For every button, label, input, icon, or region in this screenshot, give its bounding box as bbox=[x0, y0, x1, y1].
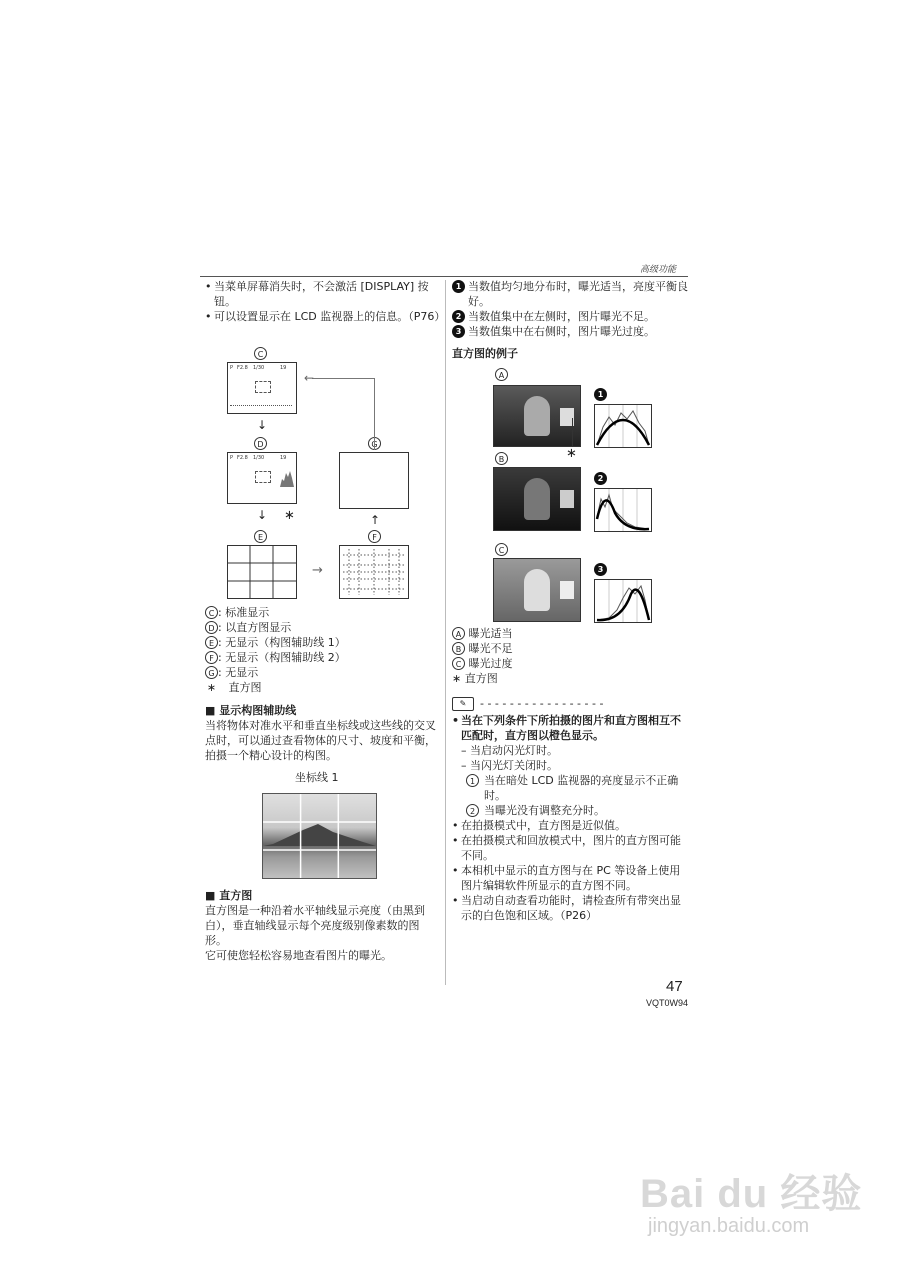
connector-line bbox=[374, 378, 375, 450]
legend-item: B 曝光不足 bbox=[452, 641, 688, 656]
note-item: • 当启动自动查看功能时，请检查所有带突出显示的白色饱和区域。（P26） bbox=[452, 893, 688, 923]
note-icon: ✎ bbox=[452, 697, 474, 711]
asterisk-marker: ∗ bbox=[284, 508, 295, 523]
note-item: • 在拍摄模式中，直方图是近似值。 bbox=[452, 818, 688, 833]
num-badge: 1 bbox=[452, 280, 465, 293]
portrait-figure bbox=[524, 396, 550, 436]
histogram-correct-icon bbox=[594, 404, 652, 448]
photo-grid-overlay bbox=[263, 794, 376, 878]
section-guide-lines bbox=[205, 703, 437, 763]
square-bullet-icon: ■ bbox=[205, 704, 220, 717]
asterisk-marker: ∗ bbox=[566, 446, 577, 461]
bullet-item: • 可以设置显示在 LCD 监视器上的信息。（P76） bbox=[205, 309, 440, 324]
arrow-left-icon: ← bbox=[304, 371, 315, 385]
figure-caption: 坐标线 1 bbox=[295, 771, 339, 784]
screen-none bbox=[339, 452, 409, 509]
num-badge: 1 bbox=[594, 388, 607, 401]
legend-item: G : 无显示 bbox=[205, 665, 440, 680]
display-diagram bbox=[205, 345, 440, 605]
lcd-count: 19 bbox=[280, 455, 287, 461]
example-photo-correct bbox=[493, 385, 581, 447]
page-number: 47 bbox=[666, 978, 683, 995]
mini-histogram-icon bbox=[280, 469, 294, 487]
guide-grid-2-icon bbox=[339, 545, 409, 599]
label-a: A bbox=[495, 368, 508, 381]
label-c-example: C bbox=[495, 543, 508, 556]
header-rule bbox=[200, 276, 688, 277]
section-title: ■ 显示构图辅助线 bbox=[205, 704, 297, 717]
numbered-list: 1 当数值均匀地分布时，曝光适当，亮度平衡良好。 2 当数值集中在左侧时，图片曝光不足。 3 当数值集中在右侧时，图片曝光过度。 bbox=[452, 279, 688, 339]
legend-item: A 曝光适当 bbox=[452, 626, 688, 641]
arrow-down-icon: ↓ bbox=[257, 508, 268, 522]
label-d: D bbox=[254, 437, 267, 450]
dash-item: – 当闪光灯关闭时。 bbox=[461, 759, 558, 772]
lcd-count: 19 bbox=[280, 365, 287, 371]
manual-code: VQT0W94 bbox=[646, 998, 689, 1008]
legend-item: C : 标准显示 bbox=[205, 605, 440, 620]
num-badge: 2 bbox=[594, 472, 607, 485]
histogram-under-icon bbox=[594, 488, 652, 532]
grid-sample-photo bbox=[262, 793, 377, 879]
arrow-up-icon: ↑ bbox=[370, 513, 381, 527]
column-divider bbox=[445, 280, 446, 985]
lcd-status-row bbox=[230, 405, 292, 409]
section-body: 它可使您轻松容易地查看图片的曝光。 bbox=[205, 949, 392, 962]
legend-item: D : 以直方图显示 bbox=[205, 620, 440, 635]
legend-item: E : 无显示（构图辅助线 1） bbox=[205, 635, 440, 650]
screen-histogram bbox=[227, 452, 297, 504]
note-divider: - - - - - - - - - - - - - - - - - bbox=[480, 697, 604, 710]
label-f: F bbox=[368, 530, 381, 543]
bullet-item: • 当菜单屏幕消失时，不会激活 [DISPLAY] 按钮。 bbox=[205, 279, 440, 309]
connector-line bbox=[312, 378, 374, 379]
label-b: B bbox=[495, 452, 508, 465]
label-g: G bbox=[368, 437, 381, 450]
lcd-shutter: 1/30 bbox=[253, 455, 265, 461]
af-frame bbox=[255, 381, 271, 393]
num-badge: 3 bbox=[594, 563, 607, 576]
portrait-figure bbox=[524, 478, 550, 520]
label-c: C bbox=[254, 347, 267, 360]
legend-item: ∗ 直方图 bbox=[206, 681, 262, 694]
example-title: 直方图的例子 bbox=[452, 347, 518, 360]
example-photo-over bbox=[493, 558, 581, 622]
arrow-right-icon: → bbox=[312, 563, 323, 578]
example-photo-under bbox=[493, 467, 581, 531]
pointer-line bbox=[572, 418, 573, 446]
watermark-url: jingyan.baidu.com bbox=[648, 1215, 810, 1237]
arrow-down-icon: ↓ bbox=[257, 418, 268, 432]
overlay-histogram bbox=[560, 581, 574, 599]
portrait-figure bbox=[524, 569, 550, 611]
legend-item: F : 无显示（构图辅助线 2） bbox=[205, 650, 440, 665]
legend-item: C 曝光过度 bbox=[452, 656, 688, 671]
section-body: 直方图是一种沿着水平轴线显示亮度（由黑到白），垂直轴线显示每个亮度级别像素数的图形。 bbox=[205, 904, 425, 947]
section-body: 当将物体对准水平和垂直坐标线或这些线的交叉点时，可以通过查看物体的尺寸、坡度和平衡，拍摄一个精心设计的构图。 bbox=[205, 719, 436, 762]
watermark-logo: Bai du 经验 bbox=[640, 1172, 863, 1216]
diagram-legend bbox=[205, 605, 440, 695]
lcd-shutter: 1/30 bbox=[253, 365, 265, 371]
legend-item: ∗ 直方图 bbox=[452, 672, 498, 685]
section-histogram bbox=[205, 888, 437, 963]
histogram-over-icon bbox=[594, 579, 652, 623]
section-title: ■ 直方图 bbox=[205, 889, 253, 902]
note-item: • 当在下列条件下所拍摄的图片和直方图相互不匹配时，直方图以橙色显示。 bbox=[452, 713, 688, 743]
circled-item: 2 当曝光没有调整充分时。 bbox=[452, 803, 688, 818]
label-e: E bbox=[254, 530, 267, 543]
circled-item: 1 当在暗处 LCD 监视器的亮度显示不正确时。 bbox=[452, 773, 688, 803]
overlay-histogram bbox=[560, 490, 574, 508]
lcd-mode: P bbox=[230, 365, 234, 371]
lcd-aperture: F2.8 bbox=[237, 455, 248, 461]
af-frame bbox=[255, 471, 271, 483]
note-item: • 在拍摄模式和回放模式中，图片的直方图可能不同。 bbox=[452, 833, 688, 863]
lcd-aperture: F2.8 bbox=[237, 365, 248, 371]
note-item: • 本相机中显示的直方图与在 PC 等设备上使用图片编辑软件所显示的直方图不同。 bbox=[452, 863, 688, 893]
left-bullets bbox=[205, 279, 446, 324]
num-badge: 2 bbox=[452, 310, 465, 323]
square-bullet-icon: ■ bbox=[205, 889, 220, 902]
guide-grid-1-icon bbox=[227, 545, 297, 599]
example-legend bbox=[452, 626, 688, 686]
screen-standard bbox=[227, 362, 297, 414]
dash-item: – 当启动闪光灯时。 bbox=[461, 744, 558, 757]
notes bbox=[452, 713, 688, 923]
section-header: 高级功能 bbox=[640, 265, 677, 275]
lcd-mode: P bbox=[230, 455, 234, 461]
num-badge: 3 bbox=[452, 325, 465, 338]
